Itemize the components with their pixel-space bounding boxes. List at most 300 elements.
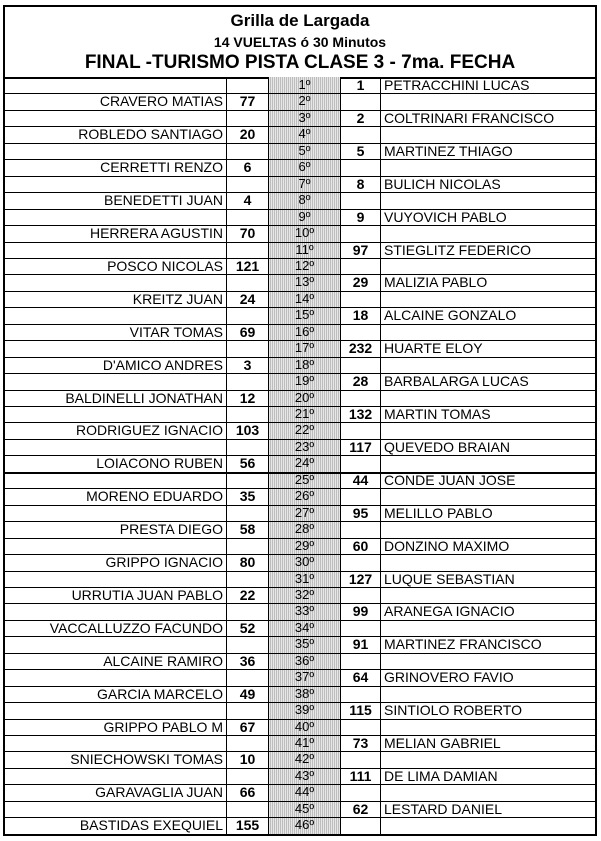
driver-name: HERRERA AGUSTIN	[5, 225, 227, 242]
empty-cell	[381, 93, 595, 110]
empty-cell	[341, 620, 381, 637]
row-divider	[5, 225, 595, 226]
grid-position: 45º	[269, 801, 341, 818]
grid-row	[5, 209, 595, 226]
header	[5, 7, 595, 79]
driver-name: BARBALARGA LUCAS	[384, 373, 529, 390]
driver-name: STIEGLITZ FEDERICO	[384, 241, 532, 258]
grid-position: 15º	[269, 307, 341, 324]
row-divider	[5, 455, 595, 456]
grid-row	[5, 784, 595, 801]
empty-cell	[5, 274, 227, 291]
grid-position: 40º	[269, 719, 341, 736]
car-number: 20	[227, 126, 269, 143]
empty-cell	[341, 192, 381, 209]
empty-cell	[341, 784, 381, 801]
driver-name: ROBLEDO SANTIAGO	[5, 126, 227, 143]
driver-name: LOIACONO RUBEN	[5, 455, 227, 472]
empty-cell	[227, 801, 269, 818]
grid-position: 11º	[269, 242, 341, 259]
car-number: 52	[227, 620, 269, 637]
empty-cell	[5, 538, 227, 555]
car-number: 70	[227, 225, 269, 242]
grid-row	[5, 817, 595, 834]
row-divider	[5, 751, 595, 752]
car-number: 115	[341, 702, 381, 719]
empty-cell	[381, 291, 595, 308]
driver-name: PRESTA DIEGO	[5, 521, 227, 538]
car-number: 117	[341, 439, 381, 456]
empty-cell	[227, 340, 269, 357]
grid-position: 22º	[269, 422, 341, 439]
driver-name: BASTIDAS EXEQUIEL	[5, 817, 227, 834]
row-divider	[5, 291, 595, 292]
car-number: 4	[227, 192, 269, 209]
car-number: 18	[341, 307, 381, 324]
empty-cell	[341, 225, 381, 242]
grid-row	[5, 324, 595, 341]
grid-row	[5, 422, 595, 439]
page-title: Grilla de Largada	[230, 11, 370, 30]
empty-cell	[5, 340, 227, 357]
race-duration: 14 VUELTAS ó 30 Minutos	[213, 34, 387, 50]
empty-cell	[227, 77, 269, 94]
empty-cell	[5, 801, 227, 818]
empty-cell	[5, 242, 227, 259]
grid-position: 32º	[269, 587, 341, 604]
car-number: 99	[341, 603, 381, 620]
starting-grid-sheet	[3, 5, 597, 836]
grid-position: 2º	[269, 93, 341, 110]
car-number: 103	[227, 422, 269, 439]
car-number: 66	[227, 784, 269, 801]
grid-position: 38º	[269, 686, 341, 703]
empty-cell	[381, 620, 595, 637]
grid-row	[5, 669, 595, 686]
driver-name: PETRACCHINI LUCAS	[384, 77, 530, 93]
driver-name: GARCIA MARCELO	[5, 686, 227, 703]
row-divider	[5, 274, 595, 275]
car-number: 10	[227, 751, 269, 768]
driver-name: ALCAINE RAMIRO	[5, 653, 227, 670]
car-number: 1	[341, 77, 381, 94]
driver-name: SINTIOLO ROBERTO	[384, 702, 522, 719]
car-number: 62	[341, 801, 381, 818]
empty-cell	[381, 324, 595, 341]
empty-cell	[381, 422, 595, 439]
empty-cell	[5, 176, 227, 193]
car-number: 9	[341, 209, 381, 226]
car-number: 49	[227, 686, 269, 703]
car-number: 97	[341, 242, 381, 259]
empty-cell	[5, 373, 227, 390]
car-number: 58	[227, 521, 269, 538]
empty-cell	[227, 735, 269, 752]
empty-cell	[227, 439, 269, 456]
car-number: 73	[341, 735, 381, 752]
grid-position: 9º	[269, 209, 341, 226]
empty-cell	[381, 751, 595, 768]
driver-name: D'AMICO ANDRES	[5, 357, 227, 374]
grid-position: 28º	[269, 521, 341, 538]
driver-name: GRIPPO IGNACIO	[5, 554, 227, 571]
row-divider	[5, 817, 595, 818]
grid-position: 26º	[269, 488, 341, 505]
grid-row	[5, 554, 595, 571]
row-divider	[5, 159, 595, 160]
empty-cell	[381, 554, 595, 571]
grid-position: 46º	[269, 817, 341, 834]
empty-cell	[5, 571, 227, 588]
driver-name: DONZINO MAXIMO	[384, 537, 510, 554]
car-number: 56	[227, 455, 269, 472]
grid-row	[5, 126, 595, 143]
empty-cell	[341, 258, 381, 275]
driver-name: MARTINEZ THIAGO	[384, 142, 513, 159]
row-divider	[5, 242, 595, 243]
empty-cell	[381, 653, 595, 670]
empty-cell	[5, 702, 227, 719]
empty-cell	[341, 554, 381, 571]
driver-name: GRINOVERO FAVIO	[384, 669, 514, 686]
empty-cell	[381, 357, 595, 374]
empty-cell	[381, 390, 595, 407]
empty-cell	[381, 225, 595, 242]
empty-cell	[5, 636, 227, 653]
grid-position: 14º	[269, 291, 341, 308]
starting-grid-table	[5, 77, 595, 834]
grid-position: 6º	[269, 159, 341, 176]
grid-row	[5, 735, 595, 752]
grid-row	[5, 768, 595, 785]
empty-cell	[381, 719, 595, 736]
grid-row	[5, 192, 595, 209]
car-number: 132	[341, 406, 381, 423]
empty-cell	[341, 390, 381, 407]
driver-name: MORENO EDUARDO	[5, 488, 227, 505]
empty-cell	[381, 126, 595, 143]
grid-row	[5, 357, 595, 374]
empty-cell	[5, 669, 227, 686]
car-number: 5	[341, 143, 381, 160]
grid-position: 23º	[269, 439, 341, 456]
row-divider	[5, 784, 595, 785]
driver-name: GARAVAGLIA JUAN	[5, 784, 227, 801]
row-divider	[5, 340, 595, 341]
grid-position: 13º	[269, 274, 341, 291]
empty-cell	[341, 719, 381, 736]
grid-position: 5º	[269, 143, 341, 160]
grid-row	[5, 571, 595, 588]
row-divider	[5, 653, 595, 654]
row-divider	[5, 620, 595, 621]
empty-cell	[381, 455, 595, 472]
grid-row	[5, 455, 595, 472]
grid-row	[5, 636, 595, 653]
car-number: 80	[227, 554, 269, 571]
empty-cell	[341, 488, 381, 505]
row-divider	[5, 669, 595, 670]
grid-row	[5, 258, 595, 275]
empty-cell	[341, 324, 381, 341]
grid-position: 16º	[269, 324, 341, 341]
driver-name: VITAR TOMAS	[5, 324, 227, 341]
grid-row	[5, 110, 595, 127]
grid-position: 41º	[269, 735, 341, 752]
driver-name: MALIZIA PABLO	[384, 274, 488, 291]
grid-position: 36º	[269, 653, 341, 670]
driver-name: CONDE JUAN JOSE	[384, 471, 516, 488]
empty-cell	[381, 686, 595, 703]
grid-row	[5, 472, 595, 489]
empty-cell	[227, 571, 269, 588]
empty-cell	[381, 488, 595, 505]
grid-position: 20º	[269, 390, 341, 407]
empty-cell	[381, 258, 595, 275]
empty-cell	[227, 307, 269, 324]
empty-cell	[227, 603, 269, 620]
row-divider	[5, 702, 595, 703]
empty-cell	[5, 735, 227, 752]
car-number: 64	[341, 669, 381, 686]
grid-position: 4º	[269, 126, 341, 143]
empty-cell	[227, 472, 269, 489]
row-divider	[5, 439, 595, 440]
grid-row	[5, 521, 595, 538]
row-divider	[5, 554, 595, 555]
grid-row	[5, 291, 595, 308]
empty-cell	[341, 686, 381, 703]
empty-cell	[227, 505, 269, 522]
grid-row	[5, 274, 595, 291]
driver-name: ALCAINE GONZALO	[384, 307, 517, 324]
grid-row	[5, 505, 595, 522]
grid-position: 21º	[269, 406, 341, 423]
empty-cell	[227, 209, 269, 226]
grid-position: 8º	[269, 192, 341, 209]
driver-name: CERRETTI RENZO	[5, 159, 227, 176]
row-divider	[5, 258, 595, 259]
grid-position: 3º	[269, 110, 341, 127]
grid-row	[5, 587, 595, 604]
row-divider	[5, 603, 595, 604]
car-number: 121	[227, 258, 269, 275]
grid-position: 27º	[269, 505, 341, 522]
grid-row	[5, 488, 595, 505]
empty-cell	[341, 357, 381, 374]
row-divider	[5, 505, 595, 506]
empty-cell	[341, 126, 381, 143]
grid-row	[5, 653, 595, 670]
empty-cell	[5, 603, 227, 620]
grid-position: 42º	[269, 751, 341, 768]
empty-cell	[5, 768, 227, 785]
empty-cell	[227, 406, 269, 423]
driver-name: URRUTIA JUAN PABLO	[5, 587, 227, 604]
row-divider	[5, 209, 595, 210]
driver-name: VUYOVICH PABLO	[384, 208, 507, 225]
row-divider	[5, 373, 595, 374]
grid-row	[5, 603, 595, 620]
grid-row	[5, 538, 595, 555]
grid-position: 1º	[269, 77, 341, 94]
car-number: 232	[341, 340, 381, 357]
grid-position: 43º	[269, 768, 341, 785]
driver-name: SNIECHOWSKI TOMAS	[5, 751, 227, 768]
car-number: 67	[227, 719, 269, 736]
grid-row	[5, 390, 595, 407]
car-number: 36	[227, 653, 269, 670]
row-divider	[5, 472, 595, 474]
car-number: 12	[227, 390, 269, 407]
row-divider	[5, 719, 595, 720]
grid-position: 31º	[269, 571, 341, 588]
driver-name: MELIAN GABRIEL	[384, 735, 501, 751]
car-number: 127	[341, 571, 381, 588]
grid-row	[5, 686, 595, 703]
empty-cell	[381, 587, 595, 604]
grid-row	[5, 801, 595, 818]
grid-position: 24º	[269, 455, 341, 472]
row-divider	[5, 110, 595, 111]
grid-position: 35º	[269, 636, 341, 653]
event-title: FINAL -TURISMO PISTA CLASE 3 - 7ma. FECHA	[84, 52, 516, 73]
grid-row	[5, 176, 595, 193]
grid-position: 12º	[269, 258, 341, 275]
car-number: 77	[227, 93, 269, 110]
row-divider	[5, 735, 595, 736]
empty-cell	[5, 77, 227, 94]
empty-cell	[227, 143, 269, 160]
empty-cell	[341, 455, 381, 472]
driver-name: BALDINELLI JONATHAN	[5, 390, 227, 407]
grid-row	[5, 242, 595, 259]
grid-position: 33º	[269, 603, 341, 620]
driver-name: LESTARD DANIEL	[384, 800, 502, 817]
car-number: 3	[227, 357, 269, 374]
car-number: 69	[227, 324, 269, 341]
row-divider	[5, 357, 595, 358]
row-divider	[5, 406, 595, 407]
driver-name: GRIPPO PABLO M	[5, 719, 227, 736]
empty-cell	[341, 751, 381, 768]
row-divider	[5, 686, 595, 687]
row-divider	[5, 571, 595, 572]
grid-position: 30º	[269, 554, 341, 571]
grid-row	[5, 751, 595, 768]
driver-name: QUEVEDO BRAIAN	[384, 438, 511, 455]
grid-position: 7º	[269, 176, 341, 193]
empty-cell	[341, 653, 381, 670]
empty-cell	[227, 274, 269, 291]
empty-cell	[341, 422, 381, 439]
empty-cell	[227, 636, 269, 653]
empty-cell	[227, 669, 269, 686]
grid-row	[5, 702, 595, 719]
grid-position: 37º	[269, 669, 341, 686]
empty-cell	[341, 93, 381, 110]
empty-cell	[381, 817, 595, 834]
car-number: 60	[341, 538, 381, 555]
empty-cell	[227, 768, 269, 785]
grid-position: 29º	[269, 538, 341, 555]
grid-row	[5, 225, 595, 242]
driver-name: MARTIN TOMAS	[384, 406, 491, 422]
grid-row	[5, 620, 595, 637]
row-divider	[5, 768, 595, 769]
car-number: 155	[227, 817, 269, 834]
empty-cell	[341, 291, 381, 308]
row-divider	[5, 126, 595, 127]
driver-name: ARANEGA IGNACIO	[384, 603, 515, 620]
grid-row	[5, 159, 595, 176]
grid-position: 19º	[269, 373, 341, 390]
driver-name: MARTINEZ FRANCISCO	[384, 636, 542, 653]
driver-name: BENEDETTI JUAN	[5, 192, 227, 209]
driver-name: CRAVERO MATIAS	[5, 93, 227, 110]
empty-cell	[227, 176, 269, 193]
row-divider	[5, 422, 595, 423]
car-number: 22	[227, 587, 269, 604]
driver-name: RODRIGUEZ IGNACIO	[5, 422, 227, 439]
driver-name: MELILLO PABLO	[384, 504, 493, 521]
grid-position: 17º	[269, 340, 341, 357]
car-number: 91	[341, 636, 381, 653]
car-number: 8	[341, 176, 381, 193]
empty-cell	[5, 439, 227, 456]
car-number: 6	[227, 159, 269, 176]
grid-position: 10º	[269, 225, 341, 242]
empty-cell	[381, 159, 595, 176]
row-divider	[5, 93, 595, 94]
grid-position: 34º	[269, 620, 341, 637]
row-divider	[5, 636, 595, 637]
grid-row	[5, 77, 595, 94]
empty-cell	[5, 110, 227, 127]
car-number: 111	[341, 768, 381, 785]
grid-row	[5, 439, 595, 456]
driver-name: COLTRINARI FRANCISCO	[384, 109, 555, 126]
car-number: 44	[341, 472, 381, 489]
driver-name: VACCALLUZZO FACUNDO	[5, 620, 227, 637]
row-divider	[5, 143, 595, 144]
driver-name: BULICH NICOLAS	[384, 175, 501, 192]
row-divider	[5, 192, 595, 193]
empty-cell	[341, 587, 381, 604]
row-divider	[5, 521, 595, 522]
grid-row	[5, 719, 595, 736]
grid-position: 18º	[269, 357, 341, 374]
car-number: 28	[341, 373, 381, 390]
empty-cell	[5, 143, 227, 160]
row-divider	[5, 801, 595, 802]
empty-cell	[227, 702, 269, 719]
empty-cell	[381, 784, 595, 801]
grid-position: 25º	[269, 472, 341, 489]
grid-row	[5, 143, 595, 160]
empty-cell	[5, 472, 227, 489]
empty-cell	[5, 307, 227, 324]
empty-cell	[381, 521, 595, 538]
row-divider	[5, 390, 595, 391]
car-number: 29	[341, 274, 381, 291]
empty-cell	[227, 242, 269, 259]
empty-cell	[227, 538, 269, 555]
grid-row	[5, 406, 595, 423]
car-number: 95	[341, 505, 381, 522]
driver-name: POSCO NICOLAS	[5, 258, 227, 275]
car-number: 24	[227, 291, 269, 308]
